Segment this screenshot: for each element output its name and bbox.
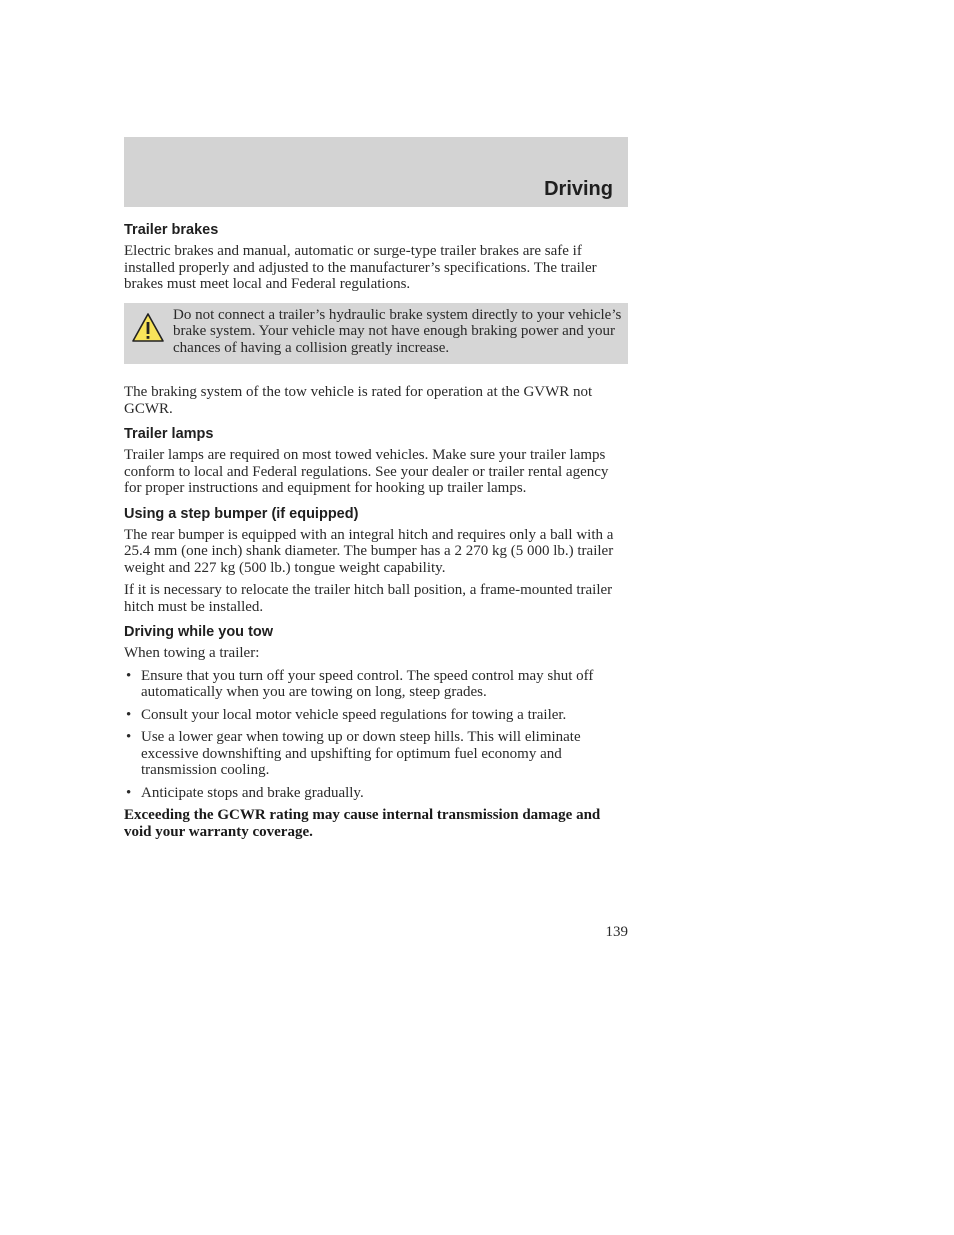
list-item bbox=[124, 668, 628, 701]
gcwr-warning-note: Exceeding the GCWR rating may cause internal transmission damage and void your warranty coverage. bbox=[124, 807, 601, 840]
warning-text: Do not connect a trailer’s hydraulic brake system directly to your vehicle’s brake system. Your vehicle may not have enough braking power and your chances of having a collision greatly increase. bbox=[173, 306, 622, 356]
warning-triangle-icon bbox=[131, 311, 165, 345]
list-item bbox=[124, 729, 628, 779]
page-content bbox=[124, 207, 628, 840]
manual-page bbox=[124, 137, 628, 940]
heading-driving-tow: Driving while you tow bbox=[124, 624, 274, 640]
paragraph-step-bumper-1: The rear bumper is equipped with an integral hitch and requires only a ball with a 25.4 mm (one inch) shank diameter. The bumper has a 2 270 kg (5 000 lb.) trailer weight and 227 kg (500 lb.) tongue weight capability. bbox=[124, 526, 614, 576]
section-trailer-lamps bbox=[124, 425, 628, 497]
section-driving-tow bbox=[124, 623, 628, 840]
list-item bbox=[124, 785, 628, 802]
heading-step-bumper: Using a step bumper (if equipped) bbox=[124, 505, 359, 522]
page-number: 139 bbox=[605, 924, 628, 940]
paragraph-trailer-lamps: Trailer lamps are required on most towed vehicles. Make sure your trailer lamps conform to local and Federal regulations. See your dealer or trailer rental agency for proper instructions and equipment for hooking up trailer lamps. bbox=[124, 447, 609, 496]
section-trailer-brakes bbox=[124, 221, 628, 417]
bullet-glyph: • bbox=[126, 784, 132, 801]
list-item-text: Consult your local motor vehicle speed regulations for towing a trailer. bbox=[141, 706, 567, 723]
bullet-glyph: • bbox=[126, 706, 132, 723]
bullet-glyph: • bbox=[126, 667, 132, 684]
paragraph-step-bumper-2: If it is necessary to relocate the trailer hitch ball position, a frame-mounted trailer hitch must be installed. bbox=[124, 582, 613, 615]
chapter-title: Driving bbox=[544, 178, 613, 200]
list-item-text: Use a lower gear when towing up or down steep hills. This will eliminate excessive downshifting and upshifting for optimum fuel economy and transmission cooling. bbox=[141, 729, 581, 778]
heading-trailer-brakes: Trailer brakes bbox=[124, 222, 219, 238]
warning-box bbox=[124, 303, 628, 365]
paragraph-trailer-brakes: Electric brakes and manual, automatic or surge-type trailer brakes are safe if installed properly and adjusted to the manufacturer’s specifications. The trailer brakes must meet local and Federal regulations. bbox=[124, 243, 597, 292]
list-item bbox=[124, 707, 628, 724]
bullet-glyph: • bbox=[126, 729, 132, 745]
section-step-bumper bbox=[124, 505, 628, 616]
chapter-header bbox=[124, 137, 628, 207]
list-item-text: Ensure that you turn off your speed control. The speed control may shut off automatically when you are towing on long, steep grades. bbox=[141, 667, 594, 700]
heading-trailer-lamps: Trailer lamps bbox=[124, 426, 214, 442]
paragraph-towing-intro: When towing a trailer: bbox=[124, 645, 260, 661]
list-item-text: Anticipate stops and brake gradually. bbox=[141, 784, 364, 801]
towing-bullet-list bbox=[124, 668, 628, 802]
paragraph-braking-rating: The braking system of the tow vehicle is rated for operation at the GVWR not GCWR. bbox=[124, 384, 593, 417]
